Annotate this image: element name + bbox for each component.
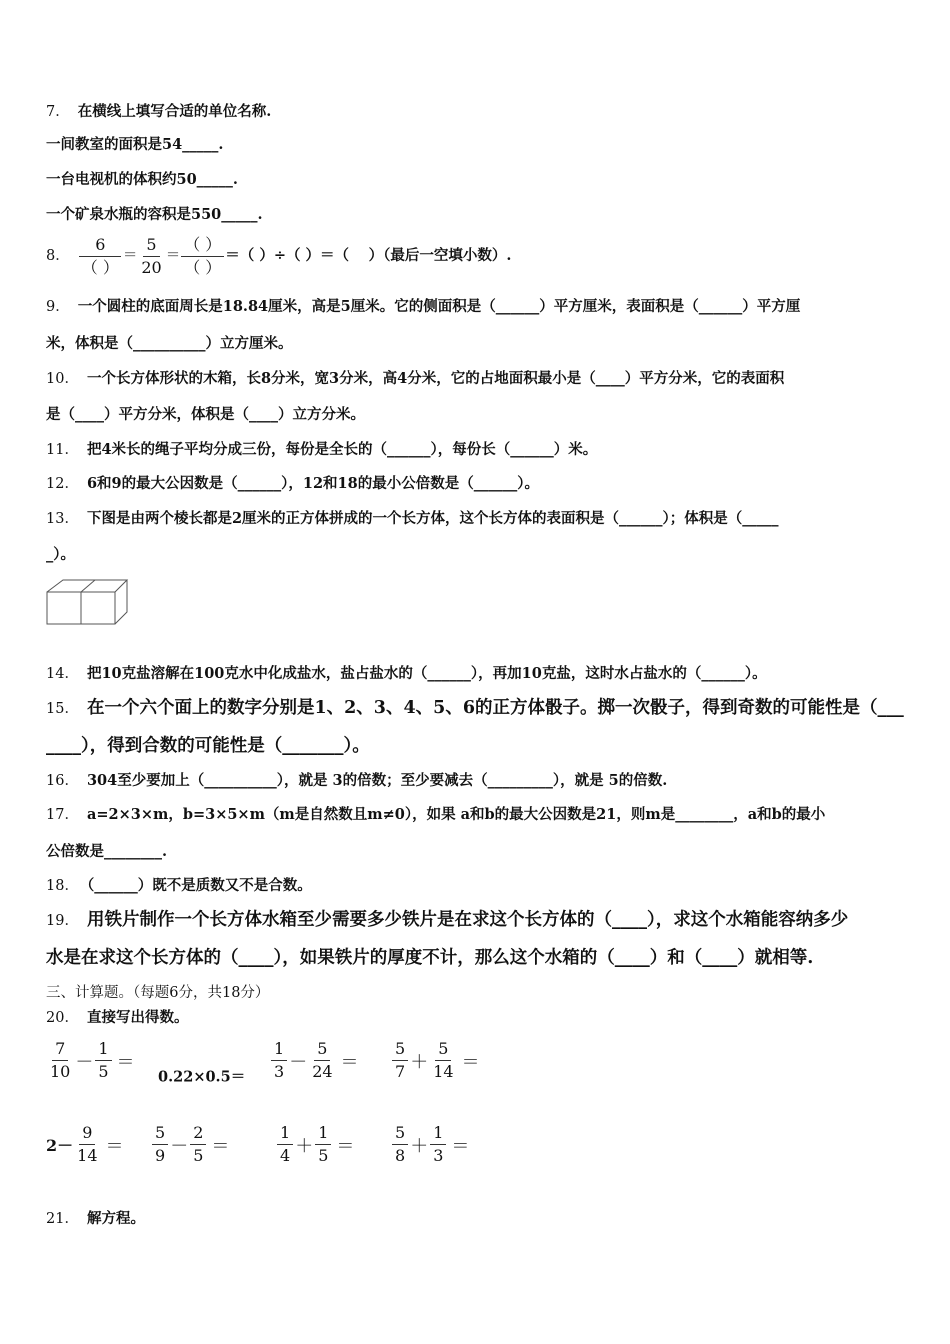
cuboid-figure <box>44 576 130 628</box>
question-number: 14． <box>46 666 79 682</box>
fraction-denominator: 20 <box>141 257 162 277</box>
fraction-denominator: 3 <box>433 1146 444 1165</box>
fraction <box>392 1124 408 1165</box>
fraction <box>430 1040 456 1081</box>
question-text: 把4米长的绳子平均分成三份，每份是全长的（______），每份长（______）米。 <box>86 441 598 458</box>
fraction <box>315 1124 331 1165</box>
operator: ＋ <box>410 1135 429 1157</box>
q7-blank-1: 一间教室的面积是54_____. <box>46 136 224 153</box>
fraction-numerator: 5 <box>392 1124 408 1145</box>
question-number: 15． <box>46 701 79 717</box>
fraction-numerator: 1 <box>315 1124 331 1145</box>
calc-expression-6 <box>151 1124 235 1165</box>
question-17-cont: 公倍数是________. <box>46 843 168 860</box>
question-number: 21． <box>46 1211 79 1227</box>
question-text: 一个长方体形状的木箱，长8分米，宽3分米，高4分米，它的占地面积最小是（____）平方分米，它的表面积 <box>86 370 785 387</box>
fraction-denominator: 5 <box>193 1146 204 1165</box>
fraction-numerator: 2 <box>190 1124 206 1145</box>
question-number: 10． <box>46 371 79 387</box>
question-8: 8． $\frac{6}{( )}$ ＝ $\frac{5}{20}$ ＝ $\frac{( )}{( )}$ ＝（ ）÷（ ）＝（ ）（最后一空填小数）. <box>46 234 512 277</box>
question-20 <box>46 1008 188 1028</box>
fraction <box>271 1040 287 1081</box>
question-number: 18． <box>46 878 79 894</box>
fraction-denominator: 5 <box>98 1062 109 1081</box>
question-7 <box>46 102 271 122</box>
fraction <box>74 1124 100 1165</box>
fraction <box>392 1040 408 1081</box>
q7-blank-3: 一个矿泉水瓶的容积是550_____. <box>46 206 263 223</box>
fraction-numerator: 1 <box>95 1040 111 1061</box>
question-number: 7． <box>46 104 70 120</box>
expression-lead: 2－ <box>46 1136 74 1155</box>
cuboid-top-face <box>47 580 127 592</box>
fraction-numerator: （ ） <box>181 236 224 257</box>
fraction-denominator: 24 <box>312 1062 333 1081</box>
fraction <box>277 1124 293 1165</box>
fraction-denominator: 14 <box>433 1062 454 1081</box>
question-text: 一个圆柱的底面周长是18.84厘米，高是5厘米。它的侧面积是（______）平方厘米，表面积是（______）平方厘 <box>77 298 801 315</box>
question-text: 下图是由两个棱长都是2厘米的正方体拼成的一个长方体，这个长方体的表面积是（______）；体积是（_____ <box>86 510 779 527</box>
question-text: 304至少要加上（__________），就是 3的倍数；至少要减去（_________），就是 5的倍数. <box>86 772 668 789</box>
calc-expression-4 <box>391 1040 486 1081</box>
fraction-denominator: 4 <box>280 1146 291 1165</box>
equals-sign: ＝ <box>116 1051 135 1073</box>
question-15 <box>46 697 904 720</box>
question-number: 13． <box>46 511 79 527</box>
question-10-cont: 是（____）平方分米，体积是（____）立方分米。 <box>46 406 365 423</box>
question-17 <box>46 805 825 825</box>
question-16 <box>46 771 667 791</box>
fraction <box>152 1124 168 1165</box>
question-prompt: 解方程。 <box>86 1210 145 1227</box>
fraction-numerator: 5 <box>314 1040 330 1061</box>
fraction-numerator: 5 <box>143 236 159 257</box>
calc-expression-7 <box>276 1124 360 1165</box>
fraction <box>47 1040 73 1081</box>
fraction-denominator: （ ） <box>81 257 119 277</box>
question-prompt: 在横线上填写合适的单位名称. <box>77 103 272 120</box>
fraction <box>430 1124 446 1165</box>
fraction <box>95 1040 111 1081</box>
fraction-numerator: 7 <box>52 1040 68 1061</box>
question-15-cont: ____），得到合数的可能性是（_______）。 <box>46 736 370 756</box>
fraction-numerator: 6 <box>79 236 121 257</box>
fraction-denominator: （ ） <box>184 257 222 277</box>
q8-tail: ＝（ ）÷（ ）＝（ ）（最后一空填小数）. <box>225 247 512 264</box>
question-number: 12． <box>46 476 79 492</box>
question-10 <box>46 369 784 389</box>
equals-sign: ＝ <box>451 1135 470 1157</box>
question-text: 6和9的最大公因数是（______），12和18的最小公倍数是（______）。 <box>86 475 539 492</box>
question-18 <box>46 876 312 896</box>
q7-blank-2: 一台电视机的体积约50_____. <box>46 171 238 188</box>
calc-expression-1 <box>46 1040 141 1081</box>
calc-expression-3 <box>270 1040 365 1081</box>
question-text: 在一个六个面上的数字分别是1、2、3、4、5、6的正方体骰子。掷一次骰子，得到奇数的可能性是（___ <box>86 698 904 718</box>
operator: ＋ <box>410 1051 429 1073</box>
fraction-numerator: 5 <box>152 1124 168 1145</box>
question-9 <box>46 297 800 317</box>
fraction <box>190 1124 206 1165</box>
fraction <box>309 1040 335 1081</box>
question-number: 8． <box>46 248 70 264</box>
calc-expression-5 <box>46 1124 130 1165</box>
section-title: 三、计算题。（每题6分，共18分） <box>46 985 270 1001</box>
question-text: （______）既不是质数又不是合数。 <box>86 877 312 894</box>
question-number: 11． <box>46 442 79 458</box>
question-9-cont: 米，体积是（__________）立方厘米。 <box>46 335 293 352</box>
question-prompt: 直接写出得数。 <box>86 1009 189 1026</box>
fraction-denominator: 3 <box>274 1062 285 1081</box>
question-number: 19． <box>46 913 79 929</box>
fraction-denominator: 8 <box>395 1146 406 1165</box>
expression-text: 0.22×0.5＝ <box>158 1068 246 1086</box>
fraction-denominator: 9 <box>155 1146 166 1165</box>
fraction-numerator: 1 <box>271 1040 287 1061</box>
cube-front-left <box>47 592 81 624</box>
cuboid-top-divider <box>81 580 95 592</box>
equals-sign: ＝ <box>340 1051 359 1073</box>
cube-front-right <box>81 592 115 624</box>
question-13 <box>46 509 779 529</box>
fraction-denominator: 10 <box>50 1062 71 1081</box>
fraction-3 <box>181 236 224 277</box>
question-number: 20． <box>46 1010 79 1026</box>
question-11 <box>46 440 597 460</box>
question-number: 16． <box>46 773 79 789</box>
question-12 <box>46 474 539 494</box>
question-text: a=2×3×m，b=3×5×m（m是自然数且m≠0），如果 a和b的最大公因数是21，则m是________，a和b的最小 <box>86 806 826 823</box>
fraction-numerator: 5 <box>435 1040 451 1061</box>
fraction-denominator: 5 <box>318 1146 329 1165</box>
question-number: 9． <box>46 299 70 315</box>
operator: ＋ <box>295 1135 314 1157</box>
question-text: 把10克盐溶解在100克水中化成盐水，盐占盐水的（______），再加10克盐，这时水占盐水的（______）。 <box>86 665 767 682</box>
operator: － <box>75 1051 94 1073</box>
operator: － <box>170 1135 189 1157</box>
question-number: 17． <box>46 807 79 823</box>
question-19 <box>46 908 848 933</box>
equals-sign: ＝ <box>105 1135 124 1157</box>
calc-expression-2 <box>158 1065 245 1087</box>
fraction-numerator: 9 <box>79 1124 95 1145</box>
fraction-denominator: 7 <box>395 1062 406 1081</box>
question-13-cont: _）。 <box>46 546 75 563</box>
question-19-cont: 水是在求这个长方体的（____），如果铁片的厚度不计，那么这个水箱的（____）和（____）就相等. <box>46 948 814 968</box>
equals-sign: ＝ <box>461 1051 480 1073</box>
fraction-2 <box>138 236 164 277</box>
equals-sign: ＝ <box>336 1135 355 1157</box>
fraction-numerator: 1 <box>277 1124 293 1145</box>
question-text: 用铁片制作一个长方体水箱至少需要多少铁片是在求这个长方体的（____），求这个水箱能容纳多少 <box>86 910 849 930</box>
fraction-numerator: 1 <box>430 1124 446 1145</box>
operator: － <box>289 1051 308 1073</box>
question-14 <box>46 664 767 684</box>
question-21 <box>46 1209 145 1229</box>
fraction-1 <box>79 236 122 277</box>
equals-sign: ＝ <box>211 1135 230 1157</box>
calc-expression-8 <box>391 1124 475 1165</box>
fraction-denominator: 14 <box>77 1146 98 1165</box>
fraction-numerator: 5 <box>392 1040 408 1061</box>
